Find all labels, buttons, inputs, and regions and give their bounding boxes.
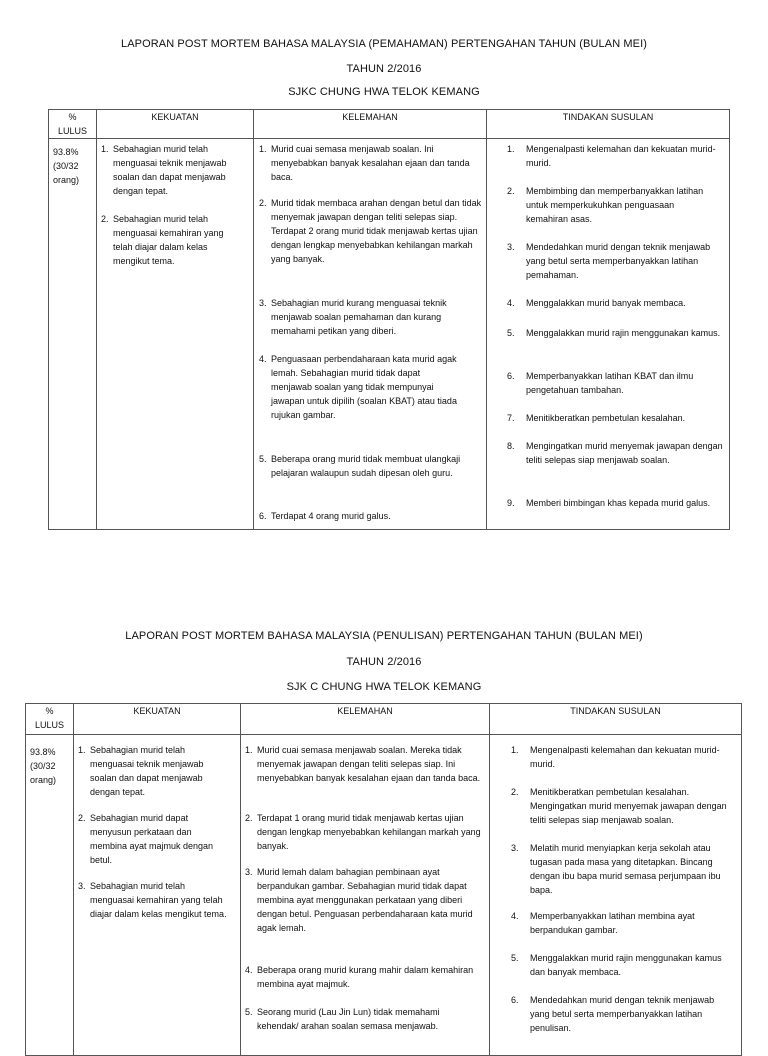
report2-table [25, 703, 742, 1056]
actions-cell [490, 735, 742, 1056]
header-strengths: KEKUATAN [97, 110, 254, 139]
report2-title: LAPORAN POST MORTEM BAHASA MALAYSIA (PENULISAN) PERTENGAHAN TAHUN (BULAN MEI) [125, 630, 643, 642]
header-pass: % LULUS [26, 704, 74, 735]
header-actions: TINDAKAN SUSULAN [490, 704, 742, 735]
report1-class: TAHUN 2/2016 [346, 63, 422, 75]
report2-class: TAHUN 2/2016 [346, 656, 422, 668]
action-item: 4. Memperbanyakkan latihan membina ayat berpandukan gambar. [511, 911, 695, 935]
action-item: 2. Membimbing dan memperbanyakkan latihan untuk memperkukuhkan penguasaan kemahiran asas. [507, 186, 704, 224]
weakness-item: 4. Penguasaan perbendaharaan kata murid agak lemah. Sebahagian murid tidak dapat menjawab soalan yang tidak mempunyai jawapan untuk dipilih (soalan KBAT) atau tiada rujukan gambar. [259, 354, 457, 420]
weakness-item: 3. Sebahagian murid kurang menguasai teknik menjawab soalan pemahaman dan kurang memahami petikan yang diberi. [259, 298, 447, 336]
strength-item: 3. Sebahagian murid telah menguasai kemahiran yang telah diajar dalam kelas mengikut tema. [78, 881, 227, 919]
action-item: 6. Memperbanyakkan latihan KBAT dan ilmu pengetahuan tambahan. [507, 371, 694, 395]
weakness-item: 1. Murid cuai semasa menjawab soalan. Ini menyebabkan banyak kesalahan ejaan dan tanda baca. [259, 144, 470, 182]
actions-cell [487, 139, 730, 530]
pass-rate-cell [26, 735, 74, 1056]
weakness-item: 1. Murid cuai semasa menjawab soalan. Mereka tidak menyemak jawapan dengan teliti selepas siap. Ini menyebabkan banyak kesalahan ejaan dan tanda baca. [245, 745, 481, 783]
pass-rate: 93.8% (30/32 orang) [53, 147, 80, 185]
weakness-item: 6. Terdapat 4 orang murid galus. [259, 511, 391, 521]
strength-item: 2. Sebahagian murid dapat menyusun perkataan dan membina ayat majmuk dengan betul. [78, 813, 214, 865]
report1-table [48, 109, 730, 530]
strength-item: 1. Sebahagian murid telah menguasai teknik menjawab soalan dan dapat menjawab dengan tepat. [101, 144, 227, 196]
action-item: 9. Memberi bimbingan khas kepada murid galus. [507, 498, 711, 508]
header-weaknesses: KELEMAHAN [241, 704, 490, 735]
strength-item: 2. Sebahagian murid telah menguasai kemahiran yang telah diajar dalam kelas mengikut tema. [101, 214, 224, 266]
weakness-item: 3. Murid lemah dalam bahagian pembinaan ayat berpandukan gambar. Sebahagian murid tidak dapat membina ayat menggunakan perkataan yang diberi dengan betul. Penguasan perbendaharaan kata murid agak lemah. [245, 867, 473, 933]
action-item: 3. Melatih murid menyiapkan kerja sekolah atau tugasan pada masa yang ditetapkan. Bincang dengan ibu bapa murid semasa perjumpaan ibu bapa. [511, 843, 721, 895]
header-actions: TINDAKAN SUSULAN [487, 110, 730, 139]
header-weaknesses: KELEMAHAN [254, 110, 487, 139]
action-item: 1. Mengenalpasti kelemahan dan kekuatan murid-murid. [507, 144, 716, 168]
weakness-item: 5. Seorang murid (Lau Jin Lun) tidak memahami kehendak/ arahan soalan semasa menjawab. [245, 1007, 440, 1031]
strength-item: 1. Sebahagian murid telah menguasai teknik menjawab soalan dan dapat menjawab dengan tepat. [78, 745, 204, 797]
report1-school: SJKC CHUNG HWA TELOK KEMANG [288, 86, 480, 98]
weaknesses-cell [254, 139, 487, 530]
action-item: 5. Menggalakkan murid rajin menggunakan kamus dan banyak membaca. [511, 953, 722, 977]
strengths-cell [74, 735, 241, 1056]
header-strengths: KEKUATAN [74, 704, 241, 735]
action-item: 4. Menggalakkan murid banyak membaca. [507, 298, 686, 308]
weakness-item: 2. Terdapat 1 orang murid tidak menjawab kertas ujian dengan lengkap menyebabkan kehilangan markah yang banyak. [245, 813, 481, 851]
report2-school: SJK C CHUNG HWA TELOK KEMANG [286, 681, 482, 693]
pass-rate-cell [49, 139, 97, 530]
weakness-item: 4. Beberapa orang murid kurang mahir dalam kemahiran membina ayat majmuk. [245, 965, 474, 989]
strengths-cell [97, 139, 254, 530]
weakness-item: 5. Beberapa orang murid tidak membuat ulangkaji pelajaran walaupun sudah dipesan oleh guru. [259, 454, 461, 478]
action-item: 1. Mengenalpasti kelemahan dan kekuatan murid-murid. [511, 745, 720, 769]
action-item: 7. Menitikberatkan pembetulan kesalahan. [507, 413, 686, 423]
header-pass: % LULUS [49, 110, 97, 139]
report1-title: LAPORAN POST MORTEM BAHASA MALAYSIA (PEMAHAMAN) PERTENGAHAN TAHUN (BULAN MEI) [120, 38, 648, 50]
weakness-item: 2. Murid tidak membaca arahan dengan betul dan tidak menyemak jawapan dengan teliti selepas siap. Terdapat 2 orang murid tidak menjawab kertas ujian dengan lengkap menyebabkan kehilangan markah yang banyak. [259, 198, 482, 264]
action-item: 5. Menggalakkan murid rajin menggunakan kamus. [507, 328, 721, 338]
weaknesses-cell [241, 735, 490, 1056]
action-item: 3. Mendedahkan murid dengan teknik menjawab yang betul serta memperbanyakkan latihan pemahaman. [507, 242, 711, 280]
action-item: 2. Menitikberatkan pembetulan kesalahan. Mengingatkan murid menyemak jawapan dengan teliti selepas siap menjawab soalan. [511, 787, 727, 825]
action-item: 6. Mendedahkan murid dengan teknik menjawab yang betul serta memperbanyakkan latihan penulisan. [511, 995, 715, 1033]
action-item: 8. Mengingatkan murid menyemak jawapan dengan teliti selepas siap menjawab soalan. [507, 441, 723, 465]
pass-rate: 93.8% (30/32 orang) [30, 747, 57, 785]
